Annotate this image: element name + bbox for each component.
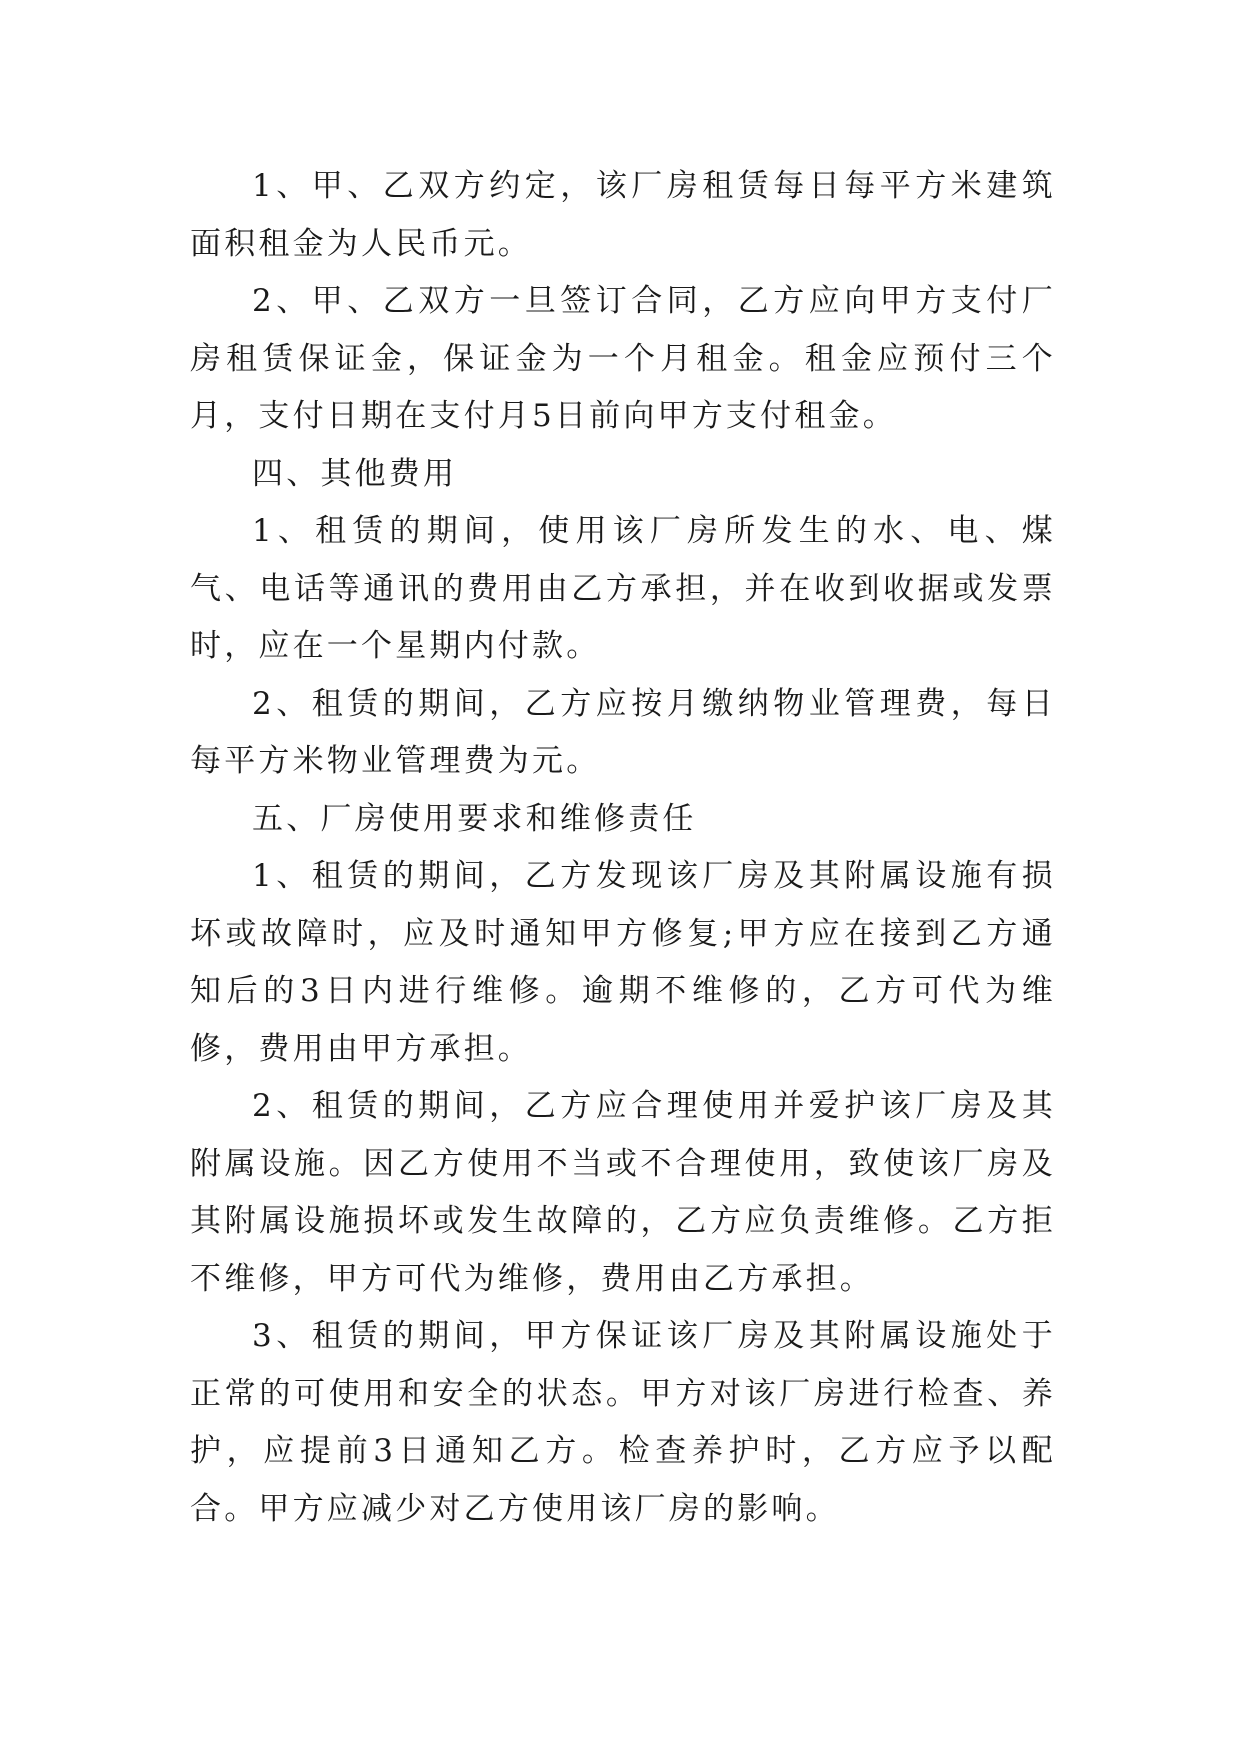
paragraph-property-management-fee: 2、租赁的期间，乙方应按月缴纳物业管理费，每日每平方米物业管理费为元。 [190,685,1056,779]
paragraph-safety-inspection: 3、租赁的期间，甲方保证该厂房及其附属设施处于正常的可使用和安全的状态。甲方对该厂房进行检查、养护，应提前3日通知乙方。检查养护时，乙方应予以配合。甲方应减少对乙方使用该厂房的影响。 [190,1318,1056,1527]
section-heading-other-fees: 四、其他费用 [252,455,458,492]
section-heading-usage-maintenance: 五、厂房使用要求和维修责任 [252,800,697,837]
document-body [190,158,1056,1538]
paragraph-utility-fees: 1、租赁的期间，使用该厂房所发生的水、电、煤气、电话等通讯的费用由乙方承担，并在收到收据或发票时，应在一个星期内付款。 [190,513,1056,664]
paragraph-repair-notice: 1、租赁的期间，乙方发现该厂房及其附属设施有损坏或故障时，应及时通知甲方修复;甲方应在接到乙方通知后的3日内进行维修。逾期不维修的，乙方可代为维修，费用由甲方承担。 [190,858,1056,1067]
paragraph-proper-use: 2、租赁的期间，乙方应合理使用并爱护该厂房及其附属设施。因乙方使用不当或不合理使用，致使该厂房及其附属设施损坏或发生故障的，乙方应负责维修。乙方拒不维修，甲方可代为维修，费用由乙方承担。 [190,1088,1056,1297]
paragraph-deposit-payment: 2、甲、乙双方一旦签订合同，乙方应向甲方支付厂房租赁保证金，保证金为一个月租金。租金应预付三个月，支付日期在支付月5日前向甲方支付租金。 [190,283,1056,434]
paragraph-rent-rate: 1、甲、乙双方约定，该厂房租赁每日每平方米建筑面积租金为人民币元。 [190,168,1056,262]
